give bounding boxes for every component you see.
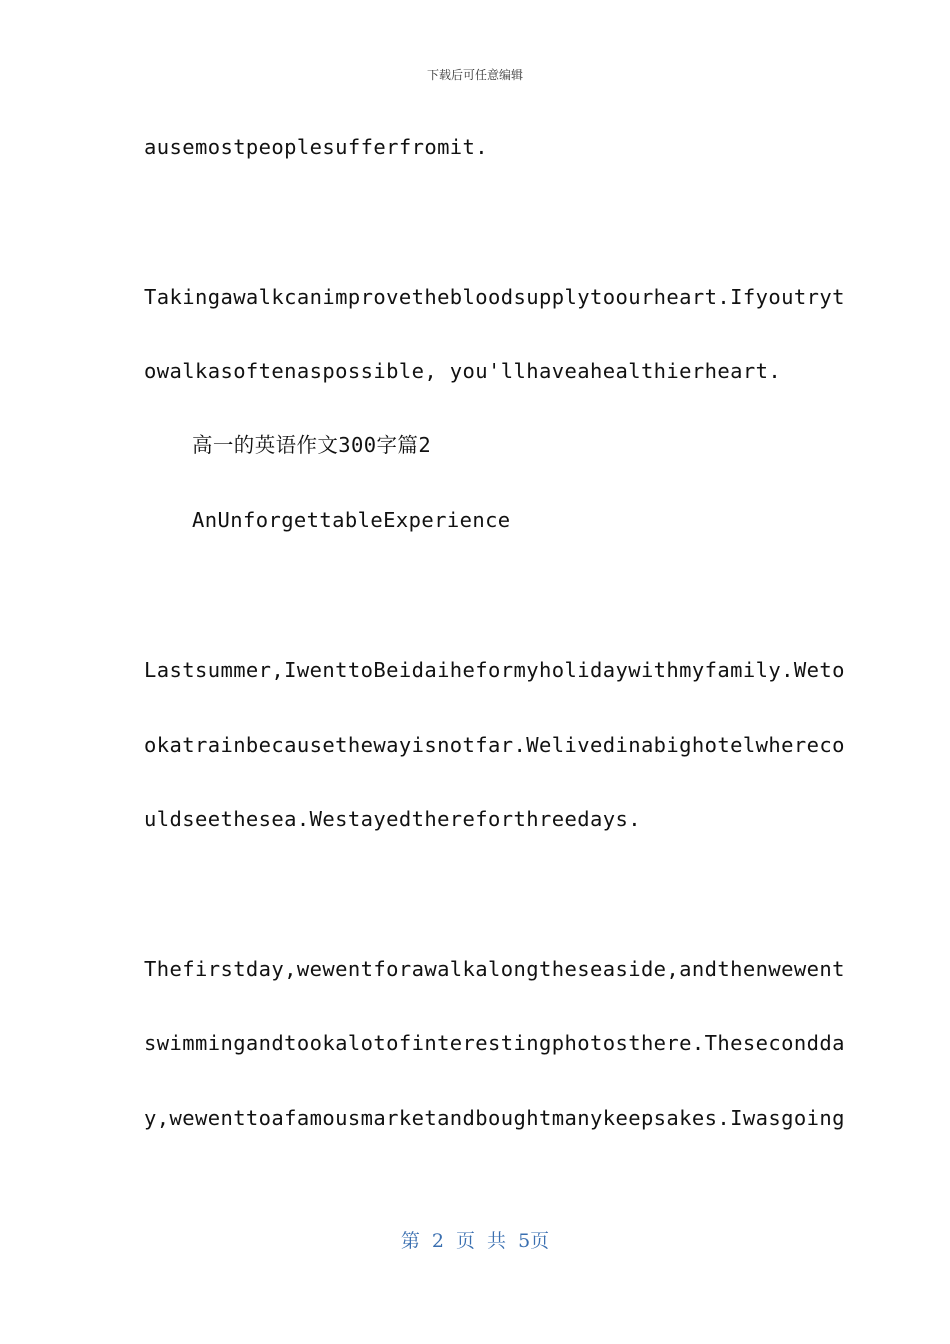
page-header: 下载后可任意编辑 xyxy=(426,68,523,82)
body-line-8: swimmingandtookalotofinterestingphotosthere.Theseconddа xyxy=(144,1031,845,1055)
body-line-7: Thefirstday,wewentforawalkalongtheseaside,andthenwewent xyxy=(144,957,845,981)
page-number-footer: 第 2 页 共 5页 xyxy=(400,1230,550,1252)
section-heading: 高一的英语作文300字篇2 xyxy=(192,433,432,457)
body-line-1: ausemostpeoplesufferfromit. xyxy=(144,135,489,159)
body-line-3: owalkasoftenaspossible, you'llhaveahealthierheart. xyxy=(144,359,782,383)
body-line-9: y,wewenttoafamousmarketandboughtmanykeepsakes.Iwasgoing xyxy=(144,1106,845,1130)
body-line-5: okatrainbecausethewayisnotfar.Welivedinabighotelwhereco xyxy=(144,733,845,757)
body-line-6: uldseethesea.Westayedthereforthreedays. xyxy=(144,807,641,831)
essay-title: AnUnforgettableExperience xyxy=(192,508,511,532)
body-line-4: Lastsummer,IwenttoBeidaiheformyholidaywithmyfamily.Weto xyxy=(144,658,845,682)
body-line-2: Takingawalkcanimprovethebloodsupplytoourheart.Ifyoutryt xyxy=(144,285,845,309)
